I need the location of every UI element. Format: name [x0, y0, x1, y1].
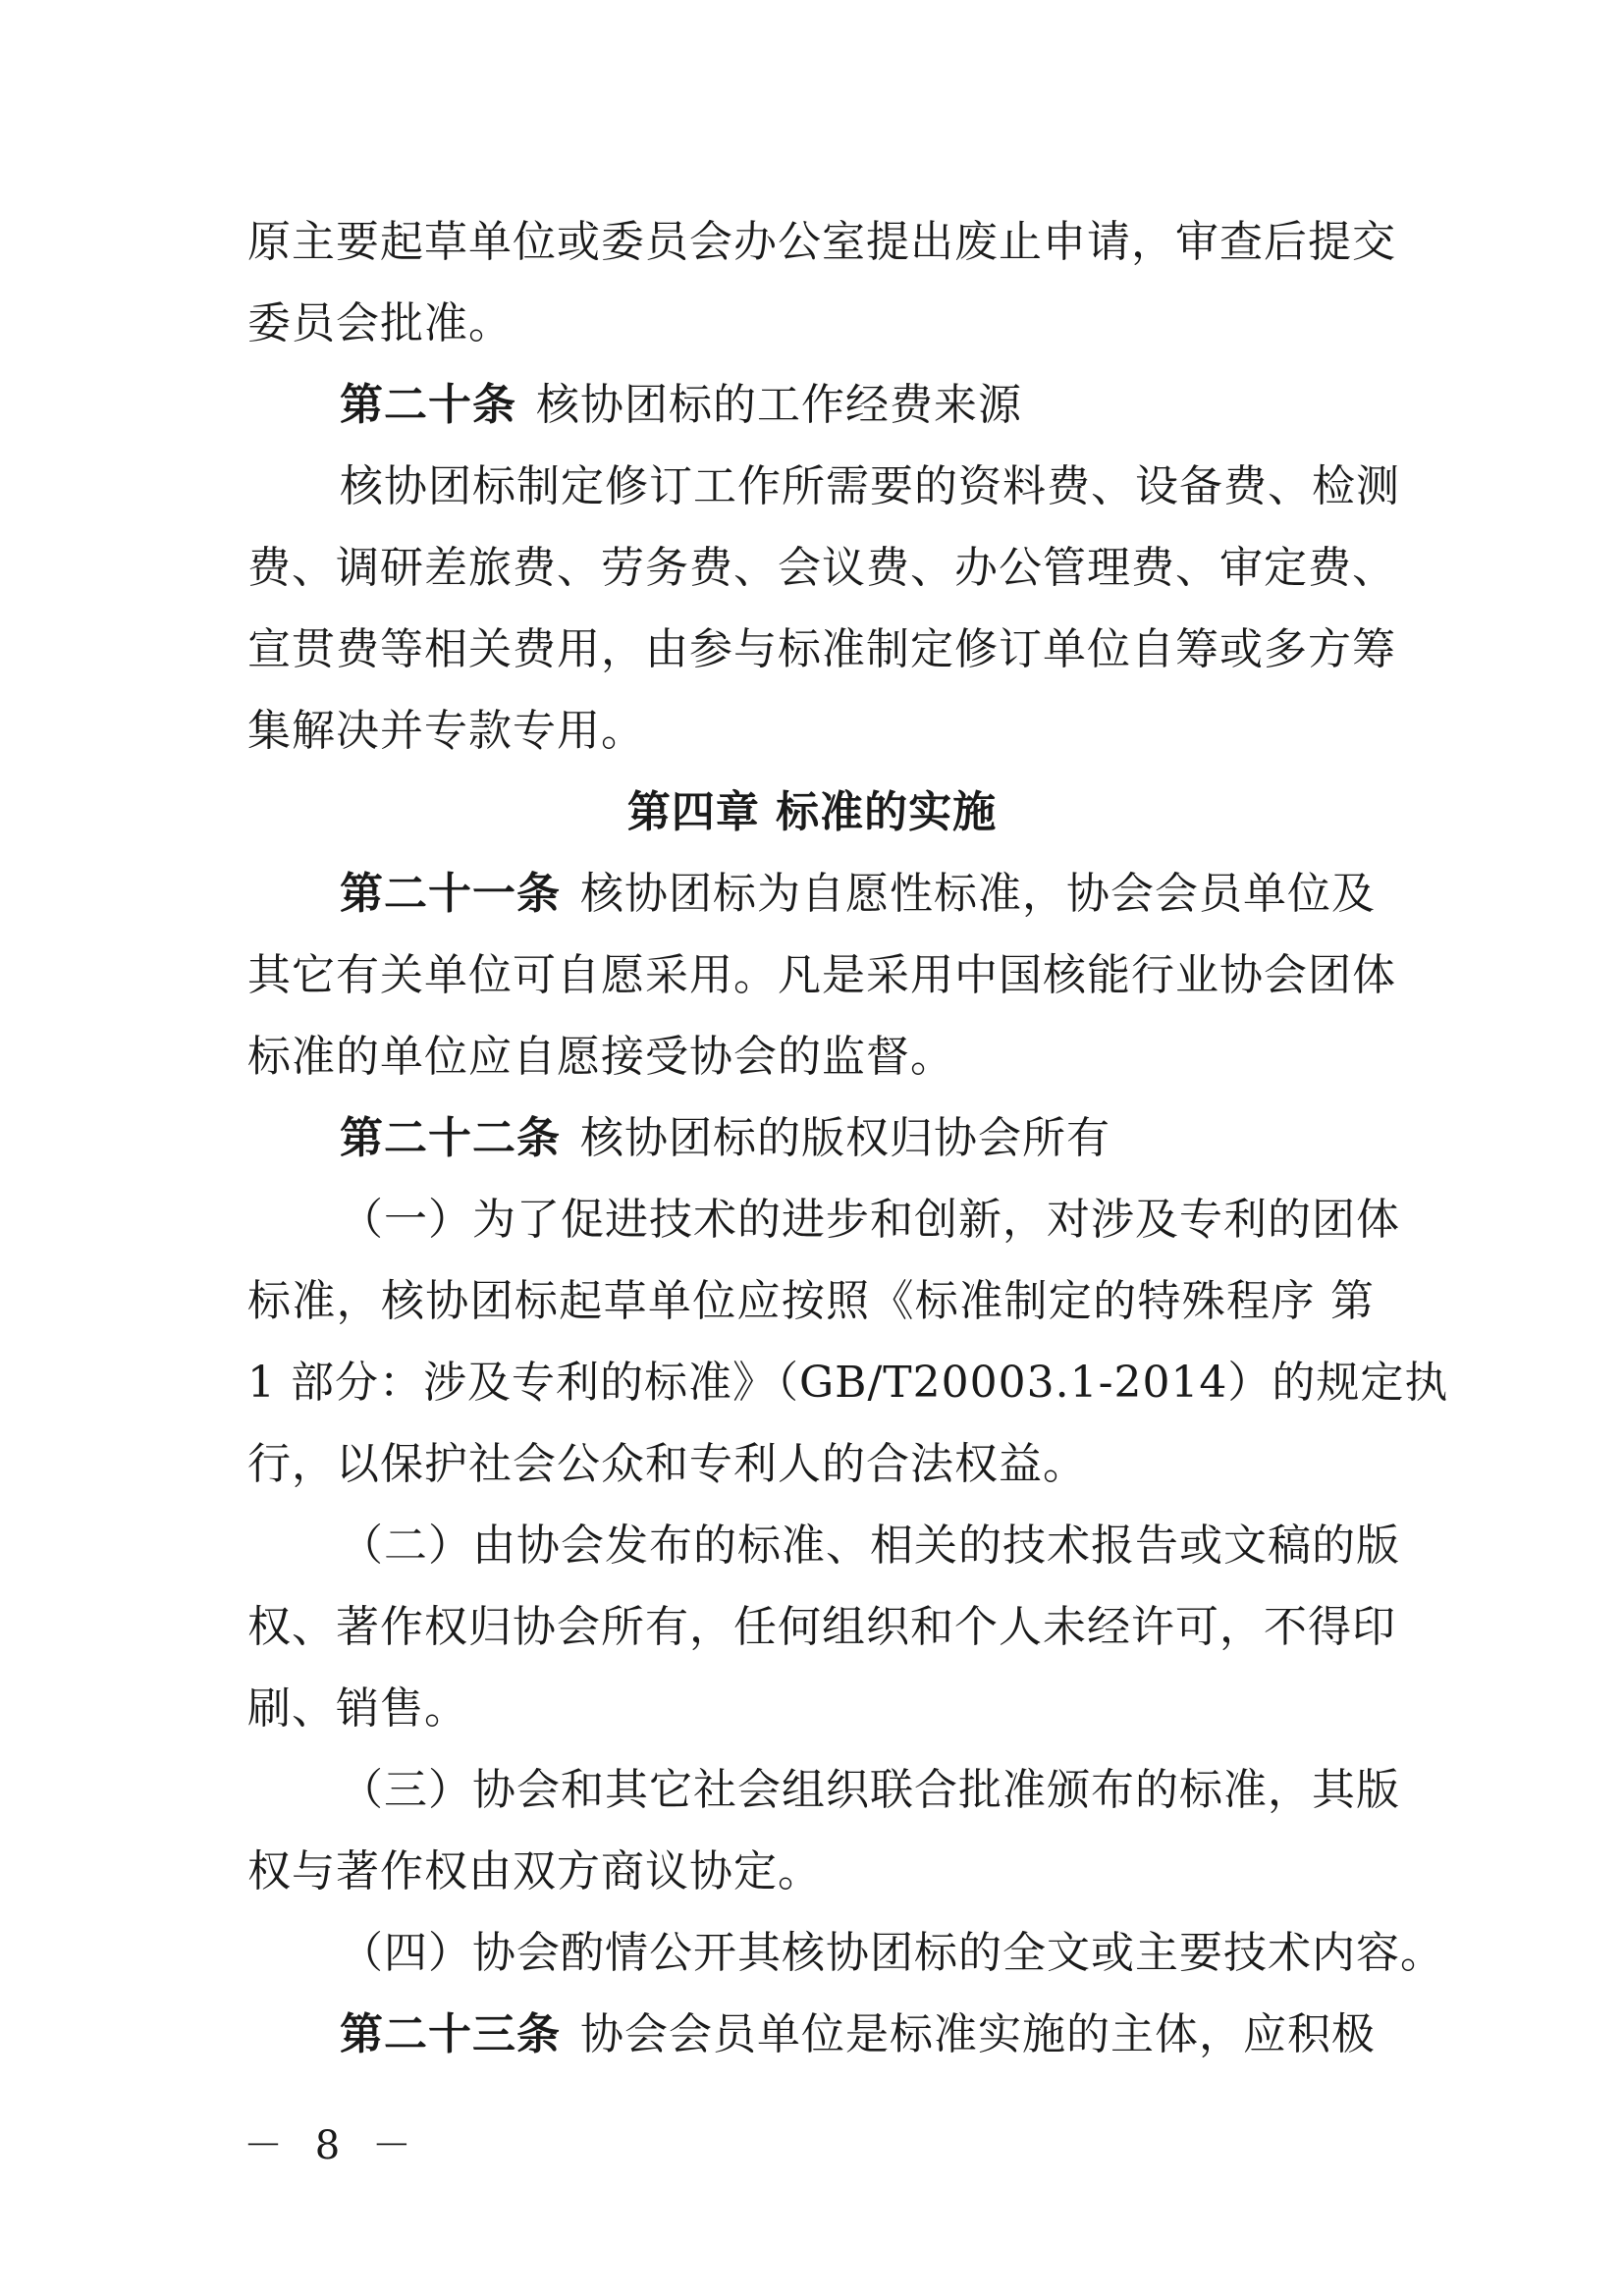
article-heading-text: 核协团标为自愿性标准，协会会员单位及: [580, 869, 1376, 919]
article-title: 第二十三条: [340, 2009, 561, 2059]
article-heading-text: 核协团标的工作经费来源: [536, 380, 1022, 430]
paragraph-line: 1 部分：涉及专利的标准》（GB/T20003.1-2014）的规定执: [247, 1358, 1449, 1408]
paragraph-line: 权与著作权由双方商议协定。: [247, 1846, 822, 1896]
paragraph-line: 标准，核协团标起草单位应按照《标准制定的特殊程序 第: [247, 1276, 1375, 1326]
paragraph-line: 权、著作权归协会所有，任何组织和个人未经许可，不得印: [247, 1602, 1396, 1652]
paragraph-line: （四）协会酌情公开其核协团标的全文或主要技术内容。: [340, 1928, 1444, 1978]
paragraph-line: （三）协会和其它社会组织联合批准颁布的标准，其版: [340, 1765, 1400, 1815]
paragraph-line: 委员会批准。: [247, 298, 513, 348]
article-heading-text: 核协团标的版权归协会所有: [580, 1113, 1110, 1163]
chapter-heading: 第四章 标准的实施: [626, 787, 998, 837]
article-22: [340, 1098, 1110, 1179]
article-21: [340, 854, 1375, 934]
page-number: － 8 －: [244, 2123, 421, 2168]
paragraph-line: 集解决并专款专用。: [247, 706, 645, 756]
paragraph-line: 费、调研差旅费、劳务费、会议费、办公管理费、审定费、: [247, 543, 1396, 593]
paragraph-line: 原主要起草单位或委员会办公室提出废止申请，审查后提交: [247, 217, 1396, 267]
paragraph-line: 宣贯费等相关费用，由参与标准制定修订单位自筹或多方筹: [247, 624, 1396, 674]
article-title: 第二十条: [340, 380, 516, 430]
paragraph-line: 标准的单位应自愿接受协会的监督。: [247, 1032, 954, 1082]
paragraph-line: 刷、销售。: [247, 1683, 468, 1734]
article-23: [340, 1995, 1375, 2075]
article-heading-text: 协会会员单位是标准实施的主体，应积极: [580, 2009, 1376, 2059]
article-title: 第二十一条: [340, 869, 561, 919]
article-title: 第二十二条: [340, 1113, 561, 1163]
paragraph-line: （一）为了促进技术的进步和创新，对涉及专利的团体: [340, 1195, 1400, 1245]
paragraph-line: 行，以保护社会公众和专利人的合法权益。: [247, 1439, 1087, 1489]
paragraph-line: （二）由协会发布的标准、相关的技术报告或文稿的版: [340, 1521, 1400, 1571]
paragraph-line: 核协团标制定修订工作所需要的资料费、设备费、检测: [340, 461, 1400, 511]
paragraph-line: 其它有关单位可自愿采用。凡是采用中国核能行业协会团体: [247, 950, 1396, 1000]
article-20: [340, 365, 1022, 446]
